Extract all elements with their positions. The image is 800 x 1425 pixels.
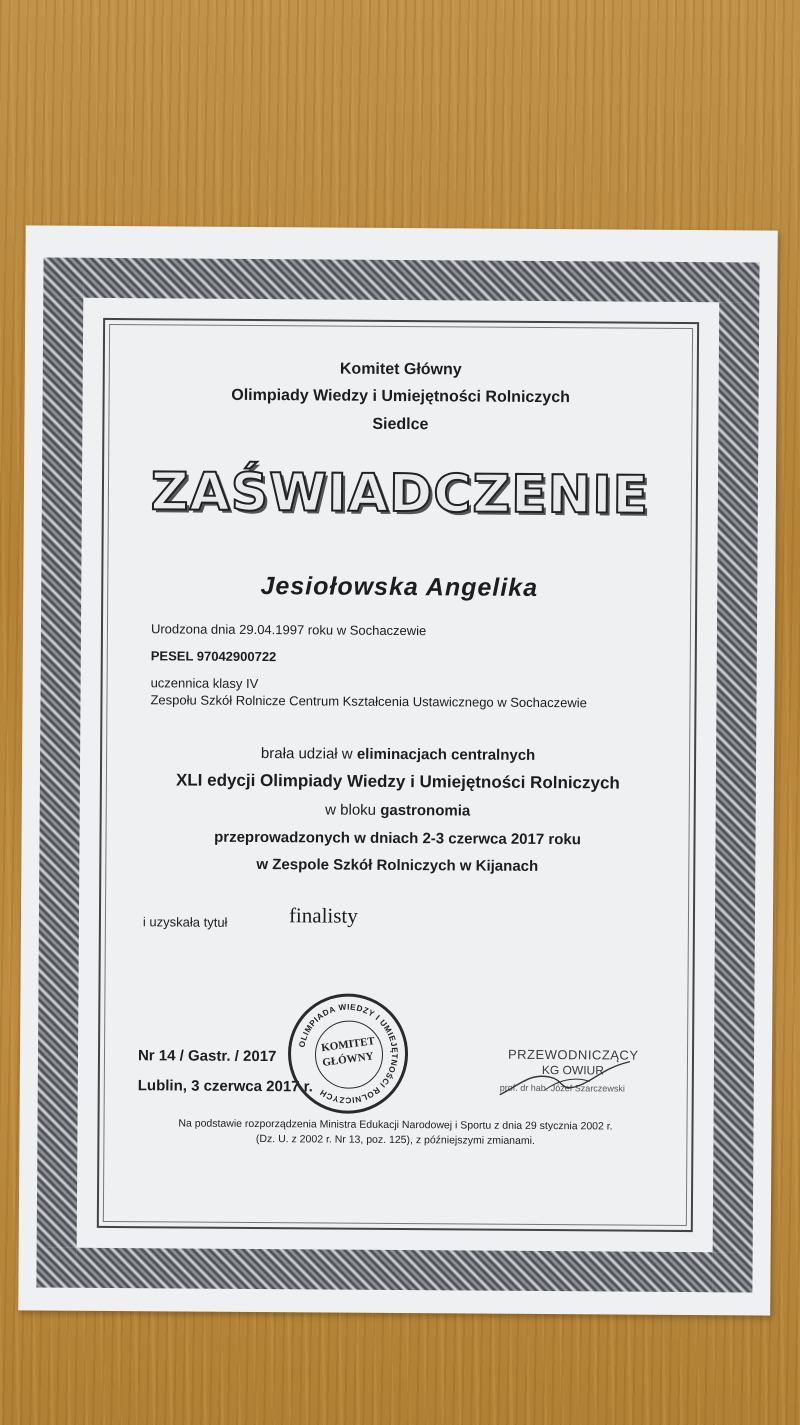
certificate-paper bbox=[18, 225, 778, 1315]
participation-prefix: brała udział w bbox=[260, 745, 357, 763]
stamp-text-bottom: GŁÓWNY bbox=[321, 1050, 375, 1070]
award-value: finalisty bbox=[288, 903, 358, 928]
award-label: i uzyskała tytuł bbox=[142, 914, 228, 930]
signature-person: prof. dr hab. Józef Szarczewski bbox=[499, 1082, 625, 1094]
reference-number: Nr 14 / Gastr. / 2017 bbox=[137, 1047, 277, 1066]
participation-stage: eliminacjach centralnych bbox=[356, 745, 536, 764]
participation-dates: przeprowadzonych w dniach 2-3 czerwca 2017 roku bbox=[214, 828, 581, 849]
signature-org: KG OWIUR bbox=[541, 1063, 604, 1078]
footer-legal-line2: (Dz. U. z 2002 r. Nr 13, poz. 125), z późniejszymi zmianami. bbox=[255, 1133, 535, 1147]
recipient-name: Jesiołowska Angelika bbox=[260, 572, 539, 602]
birth-info: Urodzona dnia 29.04.1997 roku w Sochaczewie bbox=[150, 621, 427, 639]
participation-edition: XLI edycji Olimpiady Wiedzy i Umiejętności Rolniczych bbox=[175, 770, 620, 793]
footer-legal-line1: Na podstawie rozporządzenia Ministra Edukacji Narodowej i Sportu z dnia 29 stycznia 2002 r. bbox=[178, 1117, 613, 1133]
stamp-ring-text: OLIMPIADA WIEDZY I UMIEJĘTNOŚCI ROLNICZYCH bbox=[297, 1002, 400, 1105]
pesel-number: PESEL 97042900722 bbox=[150, 648, 277, 665]
document-title: ZAŚWIADCZENIE bbox=[150, 462, 650, 526]
school-name: Zespołu Szkół Rolnicze Centrum Kształcenia Ustawicznego w Sochaczewie bbox=[150, 692, 587, 711]
header-committee: Komitet Główny bbox=[339, 360, 462, 379]
official-stamp bbox=[288, 993, 409, 1114]
stamp-text-top: KOMITET bbox=[320, 1035, 376, 1055]
header-city: Siedlce bbox=[372, 415, 429, 434]
block-prefix: w bloku bbox=[325, 801, 381, 819]
place-date: Lublin, 3 czerwca 2017 r. bbox=[137, 1077, 313, 1096]
block-name: gastronomia bbox=[380, 801, 471, 820]
signature-role: PRZEWODNICZĄCY bbox=[507, 1046, 639, 1063]
participation-venue: w Zespole Szkół Rolniczych w Kijanach bbox=[256, 856, 539, 875]
handwritten-signature bbox=[490, 1055, 640, 1106]
class-info: uczennica klasy IV bbox=[150, 675, 259, 692]
header-olympiad: Olimpiady Wiedzy i Umiejętności Rolniczych bbox=[231, 386, 570, 407]
